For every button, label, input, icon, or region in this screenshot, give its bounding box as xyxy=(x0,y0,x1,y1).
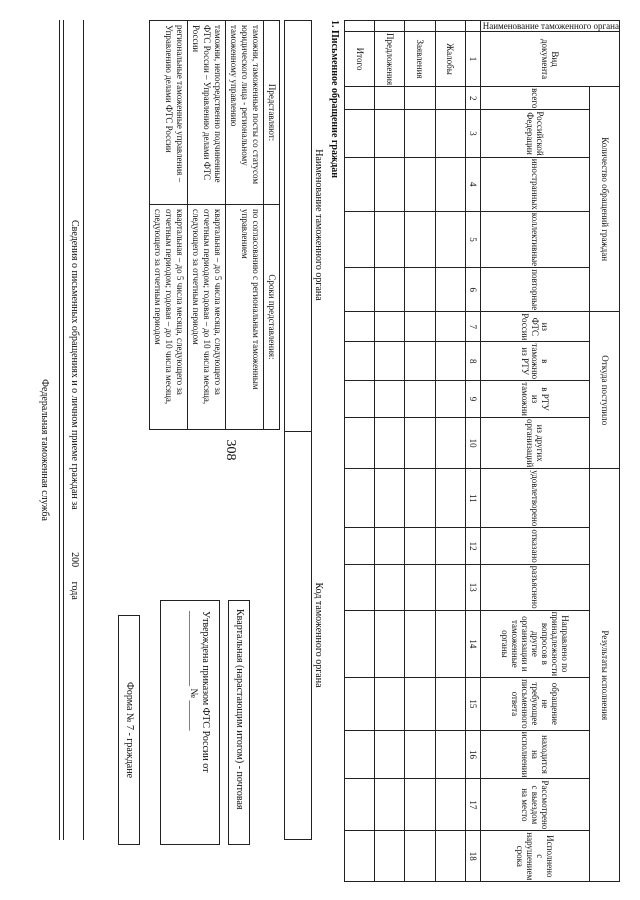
col-number: 5 xyxy=(465,211,480,267)
reporters-header: Представляют: xyxy=(264,21,280,205)
rotated-form-sheet xyxy=(10,10,630,890)
reporter-cell: таможни, таможенные посты со статусом юридического лица - региональному таможенному управлению xyxy=(226,21,264,205)
col-number: 18 xyxy=(465,831,480,882)
table-row xyxy=(345,21,375,882)
approval-box xyxy=(160,600,220,845)
col-header: Направлено по принадлежности вопросов в другие организации и таможенные органы xyxy=(480,610,590,678)
col-header: повторные xyxy=(480,268,590,312)
periodicity-box xyxy=(228,600,250,845)
col-number: 4 xyxy=(465,157,480,211)
col-header: обращение не требующее письменного ответа xyxy=(480,678,590,731)
reporter-cell: таможни, непосредственно подчиненные ФТС России – Управлению делами ФТС России xyxy=(188,21,226,205)
doc-type-header: Вид документа xyxy=(480,32,619,87)
org-title: Федеральная таможенная служба xyxy=(39,379,50,521)
column-numbers-row xyxy=(465,21,480,882)
row-label: Заявления xyxy=(405,32,435,87)
col-header: находится на исполнении xyxy=(480,730,590,779)
column-headers-row xyxy=(480,21,590,882)
col-number: 11 xyxy=(465,469,480,528)
report-year-prefix: 200 xyxy=(69,552,80,568)
report-title-line xyxy=(68,220,80,840)
row-label: Предложения xyxy=(375,32,405,87)
col-number: 7 xyxy=(465,312,480,342)
col-number: 6 xyxy=(465,268,480,312)
reporters-row xyxy=(188,21,226,430)
col-header: Рассмотрено с выездом на место xyxy=(480,779,590,831)
col-header: из ФТС России xyxy=(480,312,590,342)
table-row xyxy=(375,21,405,882)
table-row xyxy=(405,21,435,882)
reporters-table xyxy=(149,20,280,430)
col-number: 3 xyxy=(465,110,480,157)
form-label-box xyxy=(118,615,140,845)
side-label: Наименование таможенного органа xyxy=(482,21,619,31)
col-header: отказано xyxy=(480,528,590,564)
row-label: Итого xyxy=(345,32,375,87)
section-title: 1. Письменное обращение граждан xyxy=(329,20,340,179)
col-header: удовлетворено xyxy=(480,469,590,528)
col-number: 8 xyxy=(465,342,480,381)
col-number: 16 xyxy=(465,730,480,779)
row-label: Жалобы xyxy=(435,32,465,87)
report-year-suffix: года xyxy=(69,581,80,600)
col-number: 15 xyxy=(465,678,480,731)
customs-code-label: Код таможенного органа xyxy=(313,582,324,688)
customs-name-label: Наименование таможенного органа xyxy=(313,149,324,301)
table-row xyxy=(435,21,465,882)
col-number: 14 xyxy=(465,610,480,678)
col-number: 12 xyxy=(465,528,480,564)
page-number: 308 xyxy=(223,439,238,461)
col-header: Российской Федерации xyxy=(480,110,590,157)
col-number: 13 xyxy=(465,564,480,610)
col-number: 9 xyxy=(465,381,480,418)
results-group-header: Результаты исполнения xyxy=(590,469,620,882)
form-label: Форма № 7 - граждане xyxy=(124,681,135,779)
reporters-row xyxy=(150,21,188,430)
col-number: 2 xyxy=(465,87,480,110)
col-header: коллективные xyxy=(480,211,590,267)
col-header: Исполнено с нарушением срока xyxy=(480,831,590,882)
appeals-table xyxy=(344,20,620,882)
col-header: в РТУ из таможни xyxy=(480,381,590,418)
deadline-cell: квартальная – до 5 числа месяца, следующего за отчетным периодом; годовая – до 10 числа месяца, следующего за отчетным периодом xyxy=(188,205,226,430)
reporters-row xyxy=(226,21,264,430)
customs-strip xyxy=(284,20,312,840)
col-header: иностранных xyxy=(480,157,590,211)
deadline-cell: квартальная – до 5 числа месяца, следующего за отчетным периодом; годовая – до 10 числа месяца, следующего за отчетным периодом xyxy=(150,205,188,430)
col-number: 1 xyxy=(465,32,480,87)
col-header: в таможню из РТУ xyxy=(480,342,590,381)
reporter-cell: региональные таможенные управления – Управлению делами ФТС России xyxy=(150,21,188,205)
col-header: всего xyxy=(480,87,590,110)
col-header: из других организаций xyxy=(480,417,590,468)
col-header: разъяснено xyxy=(480,564,590,610)
source-group-header: Откуда поступило xyxy=(590,312,620,469)
count-group-header: Количество обращений граждан xyxy=(590,87,620,312)
col-number: 10 xyxy=(465,417,480,468)
col-number: 17 xyxy=(465,779,480,831)
periodicity: Квартальная (нарастающим итогом) - почтовая xyxy=(234,609,245,810)
approval-text: Утверждена приказом ФТС России от _______________ № ______ xyxy=(188,611,211,773)
deadlines-header: Сроки представления: xyxy=(264,205,280,430)
report-title: Сведения о письменных обращениях и о личном приеме граждан за xyxy=(69,220,80,510)
deadline-cell: по согласованию с региональным таможенным управлением xyxy=(226,205,264,430)
